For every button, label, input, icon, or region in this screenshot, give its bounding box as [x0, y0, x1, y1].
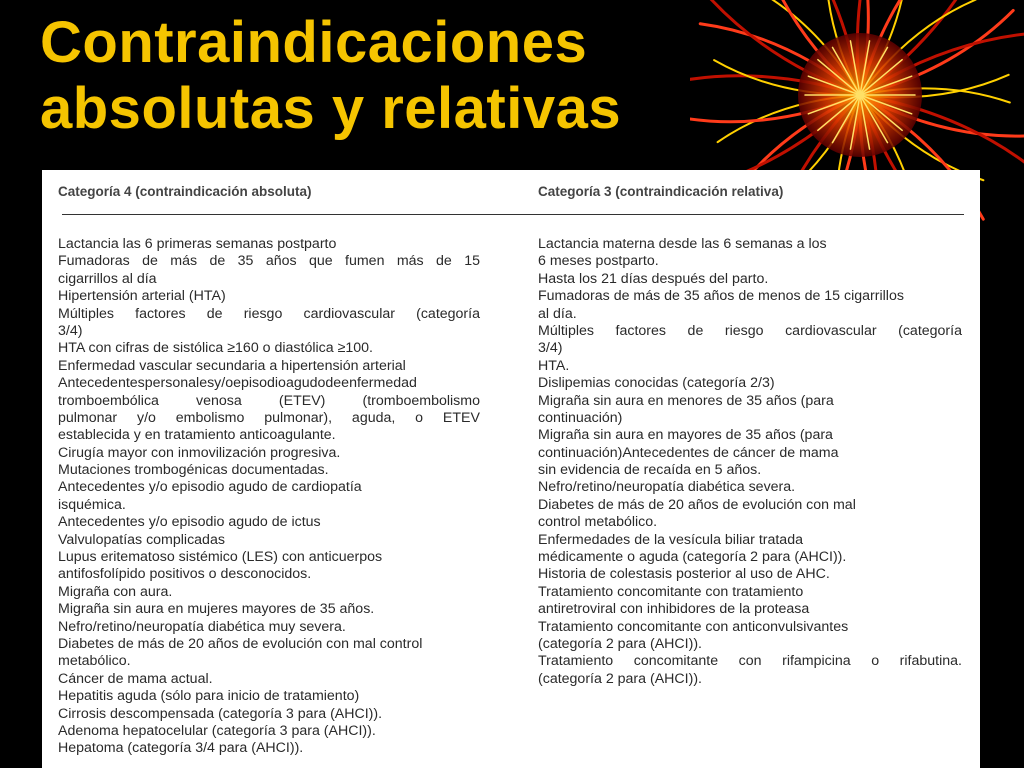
- title-line-1: Contraindicaciones: [40, 10, 588, 75]
- absolute-list: [58, 236, 480, 758]
- list-line: Migraña sin aura en mujeres mayores de 35 años.: [58, 601, 375, 618]
- list-line: Nefro/retino/neuropatía diabética severa.: [538, 479, 796, 496]
- list-line: Antecedentespersonalesy/oepisodioagudodeenfermedad: [58, 375, 417, 392]
- list-line: HTA.: [538, 357, 570, 374]
- relative-list: [538, 236, 962, 688]
- header-divider: [62, 214, 964, 215]
- list-line: pulmonar y/o embolismo pulmonar), aguda, o ETEV: [58, 409, 480, 426]
- absolute-column-header: Categoría 4 (contraindicación absoluta): [58, 184, 312, 199]
- list-line: tromboembólica venosa (ETEV) (tromboembolismo: [58, 392, 480, 409]
- list-line: al día.: [538, 305, 577, 322]
- list-line: Migraña con aura.: [58, 583, 173, 600]
- contraindications-table: [42, 170, 980, 768]
- list-line: 3/4): [58, 322, 83, 339]
- list-line: Antecedentes y/o episodio agudo de cardiopatía: [58, 479, 362, 496]
- list-line: 3/4): [538, 340, 563, 357]
- list-line: sin evidencia de recaída en 5 años.: [538, 462, 762, 479]
- list-line: Valvulopatías complicadas: [58, 531, 225, 548]
- list-line: continuación): [538, 409, 623, 426]
- list-line: médicamente o aguda (categoría 2 para (AHCI)).: [538, 549, 847, 566]
- list-line: Enfermedad vascular secundaria a hipertensión arterial: [58, 357, 406, 374]
- list-line: Diabetes de más de 20 años de evolución con mal: [538, 496, 856, 513]
- relative-column-header: Categoría 3 (contraindicación relativa): [538, 184, 784, 199]
- list-line: Tratamiento concomitante con anticonvulsivantes: [538, 618, 849, 635]
- list-line: control metabólico.: [538, 514, 658, 531]
- list-line: Tratamiento concomitante con tratamiento: [538, 583, 804, 600]
- list-line: Lactancia las 6 primeras semanas postparto: [58, 236, 337, 252]
- list-line: antifosfolípido positivos o desconocidos.: [58, 566, 312, 583]
- list-line: Dislipemias conocidas (categoría 2/3): [538, 375, 775, 392]
- list-line: Historia de colestasis posterior al uso de AHC.: [538, 566, 830, 583]
- list-line: metabólico.: [58, 653, 131, 670]
- list-line: Hepatitis aguda (sólo para inicio de tratamiento): [58, 688, 360, 705]
- list-line: Migraña sin aura en mayores de 35 años (para: [538, 427, 833, 444]
- list-line: Diabetes de más de 20 años de evolución con mal control: [58, 635, 423, 652]
- list-line: Antecedentes y/o episodio agudo de ictus: [58, 514, 321, 531]
- list-line: antiretroviral con inhibidores de la proteasa: [538, 601, 810, 618]
- list-line: establecida y en tratamiento anticoagulante.: [58, 427, 336, 444]
- list-line: Enfermedades de la vesícula biliar tratada: [538, 531, 803, 548]
- list-line: Mutaciones trombogénicas documentadas.: [58, 462, 329, 479]
- list-line: Lactancia materna desde las 6 semanas a los: [538, 236, 827, 252]
- list-line: Tratamiento concomitante con rifampicina o rifabutina.: [538, 653, 962, 670]
- list-line: (categoría 2 para (AHCI)).: [538, 635, 703, 652]
- list-line: isquémica.: [58, 496, 126, 513]
- slide-title: [40, 10, 621, 142]
- list-line: Migraña sin aura en menores de 35 años (para: [538, 392, 834, 409]
- list-line: Cáncer de mama actual.: [58, 670, 213, 687]
- list-line: HTA con cifras de sistólica ≥160 o diastólica ≥100.: [58, 340, 373, 357]
- list-line: Fumadoras de más de 35 años que fumen más de 15: [58, 253, 480, 270]
- list-line: Cirugía mayor con inmovilización progresiva.: [58, 444, 341, 461]
- list-line: Hasta los 21 días después del parto.: [538, 270, 769, 287]
- list-line: Hepatoma (categoría 3/4 para (AHCI)).: [58, 740, 304, 757]
- list-line: Nefro/retino/neuropatía diabética muy severa.: [58, 618, 346, 635]
- list-line: (categoría 2 para (AHCI)).: [538, 670, 703, 687]
- list-line: Cirrosis descompensada (categoría 3 para (AHCI)).: [58, 705, 383, 722]
- title-line-2: absolutas y relativas: [40, 76, 622, 141]
- list-line: Hipertensión arterial (HTA): [58, 288, 226, 305]
- list-line: Fumadoras de más de 35 años de menos de 15 cigarrillos: [538, 288, 904, 305]
- list-line: cigarrillos al día: [58, 270, 157, 287]
- list-line: Lupus eritematoso sistémico (LES) con anticuerpos: [58, 549, 383, 566]
- list-line: Múltiples factores de riesgo cardiovascular (categoría: [58, 305, 480, 322]
- list-line: 6 meses postparto.: [538, 253, 659, 270]
- list-line: continuación)Antecedentes de cáncer de mama: [538, 444, 839, 461]
- list-line: Múltiples factores de riesgo cardiovascular (categoría: [538, 322, 962, 339]
- list-line: Adenoma hepatocelular (categoría 3 para (AHCI)).: [58, 722, 376, 739]
